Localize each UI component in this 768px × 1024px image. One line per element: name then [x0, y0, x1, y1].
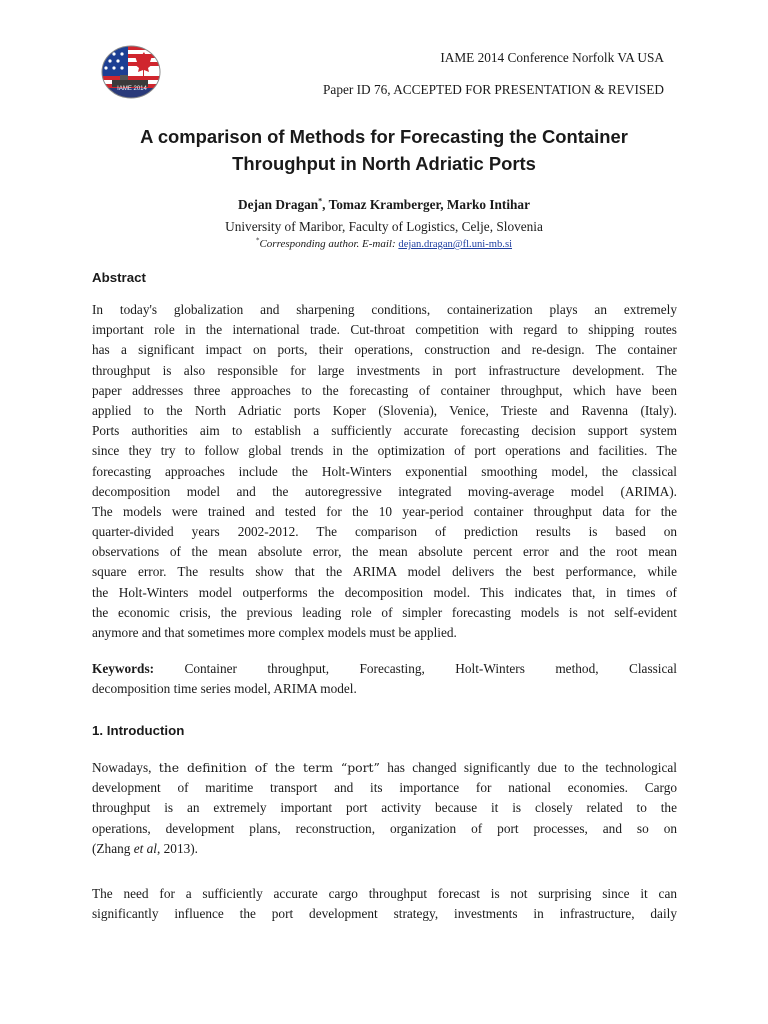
intro-line-5c: , 2013).	[157, 840, 198, 856]
keywords-label: Keywords:	[92, 661, 155, 676]
abstract-line: the Holt-Winters model outperforms the decomposition model. This indicates that, in times of	[92, 584, 677, 600]
abstract-line: applied to the North Adriatic ports Koper (Slovenia), Venice, Trieste and Ravenna (Italy).	[92, 402, 677, 418]
intro-line-5a: (Zhang	[92, 840, 134, 856]
abstract-line: square error. The results show that the ARIMA model delivers the best performance, while	[92, 564, 677, 580]
intro-line-1	[92, 758, 677, 778]
intro-line-5	[92, 839, 677, 859]
introduction-paragraph-2	[92, 884, 677, 924]
abstract-line: paper addresses three approaches to the forecasting of container throughput, which have been	[92, 382, 677, 398]
abstract-line: anymore and that sometimes more complex models must be applied.	[92, 625, 457, 640]
title-line-2: Throughput in North Adriatic Ports	[232, 153, 536, 174]
abstract-line: observations of the mean absolute error, the mean absolute percent error and the root mean	[92, 544, 677, 560]
abstract-line: throughput is also responsible for large investments in port infrastructure development. The	[92, 362, 677, 378]
author-others: , Tomaz Kramberger, Marko Intihar	[322, 197, 530, 212]
abstract-line: In today's globalization and sharpening conditions, containerization plays an extremely	[92, 302, 677, 317]
author-primary: Dejan Dragan	[238, 197, 319, 212]
title-line-1: A comparison of Methods for Forecasting the Container	[140, 126, 628, 147]
intro-line-1a: Nowadays,	[92, 760, 159, 775]
conference-logo	[98, 42, 164, 100]
abstract-line: has a significant impact on ports, their operations, construction and re-design. The container	[92, 342, 677, 358]
conference-header: IAME 2014 Conference Norfolk VA USA	[440, 50, 664, 65]
corresponding-author	[60, 236, 708, 253]
intro-line-1b: the definition of the term “port”	[158, 760, 380, 775]
abstract-line: decomposition model and the autoregressive integrated moving-average model (ARIMA).	[92, 483, 677, 499]
introduction-heading: 1. Introduction	[92, 723, 185, 738]
author-mark: *	[318, 196, 323, 206]
author-list	[60, 196, 708, 214]
abstract-line: important role in the international trade. Cut-throat competition with regard to shipping routes	[92, 322, 677, 338]
intro-line-2: development of maritime transport and its importance for national economies. Cargo	[92, 780, 677, 796]
abstract-line: Ports authorities aim to establish a sufficiently accurate forecasting decision support system	[92, 423, 677, 439]
introduction-paragraph-1	[92, 758, 677, 859]
abstract-line: the economic crisis, the previous leading role of simpler forecasting models is not self-evident	[92, 604, 677, 620]
intro-line-1c: has changed significantly due to the technological	[379, 760, 678, 775]
abstract-line: The models were trained and tested for the 10 year-period container throughput data for the	[92, 503, 677, 519]
intro-line-5b: et al	[133, 840, 157, 856]
intro2-line-1: The need for a sufficiently accurate cargo throughput forecast is not surprising since it can	[92, 886, 677, 901]
abstract-line: quarter-divided years 2002-2012. The comparison of prediction results is based on	[92, 524, 677, 540]
paper-id-header: Paper ID 76, ACCEPTED FOR PRESENTATION & REVISED	[323, 82, 664, 97]
keywords-list-1: Container throughput, Forecasting, Holt-Winters method, Classical	[154, 661, 677, 676]
email-link[interactable]: dejan.dragan@fl.uni-mb.si	[398, 239, 513, 250]
logo-text: IAME 2014	[117, 86, 147, 92]
intro2-line-2: significantly influence the port development strategy, investments in infrastructure, daily	[92, 906, 677, 922]
abstract-heading: Abstract	[92, 270, 146, 285]
intro-line-3: throughput is an extremely important port activity because it is closely related to the	[92, 800, 677, 816]
affiliation: University of Maribor, Faculty of Logistics, Celje, Slovenia	[225, 219, 543, 234]
intro-line-4: operations, development plans, reconstruction, organization of port processes, and so on	[92, 820, 677, 836]
keywords-line-1	[92, 659, 677, 679]
corr-mark: *	[255, 236, 260, 245]
abstract-text	[92, 300, 677, 643]
keywords	[92, 659, 677, 699]
abstract-line: since they try to follow global trends in the optimization of port operations and facilities. The	[92, 443, 677, 459]
keywords-line-2: decomposition time series model, ARIMA model.	[92, 681, 357, 697]
corr-text: Corresponding author. E-mail:	[259, 238, 399, 250]
paper-title	[60, 123, 708, 177]
abstract-line: forecasting approaches include the Holt-Winters exponential smoothing model, the classical	[92, 463, 677, 479]
